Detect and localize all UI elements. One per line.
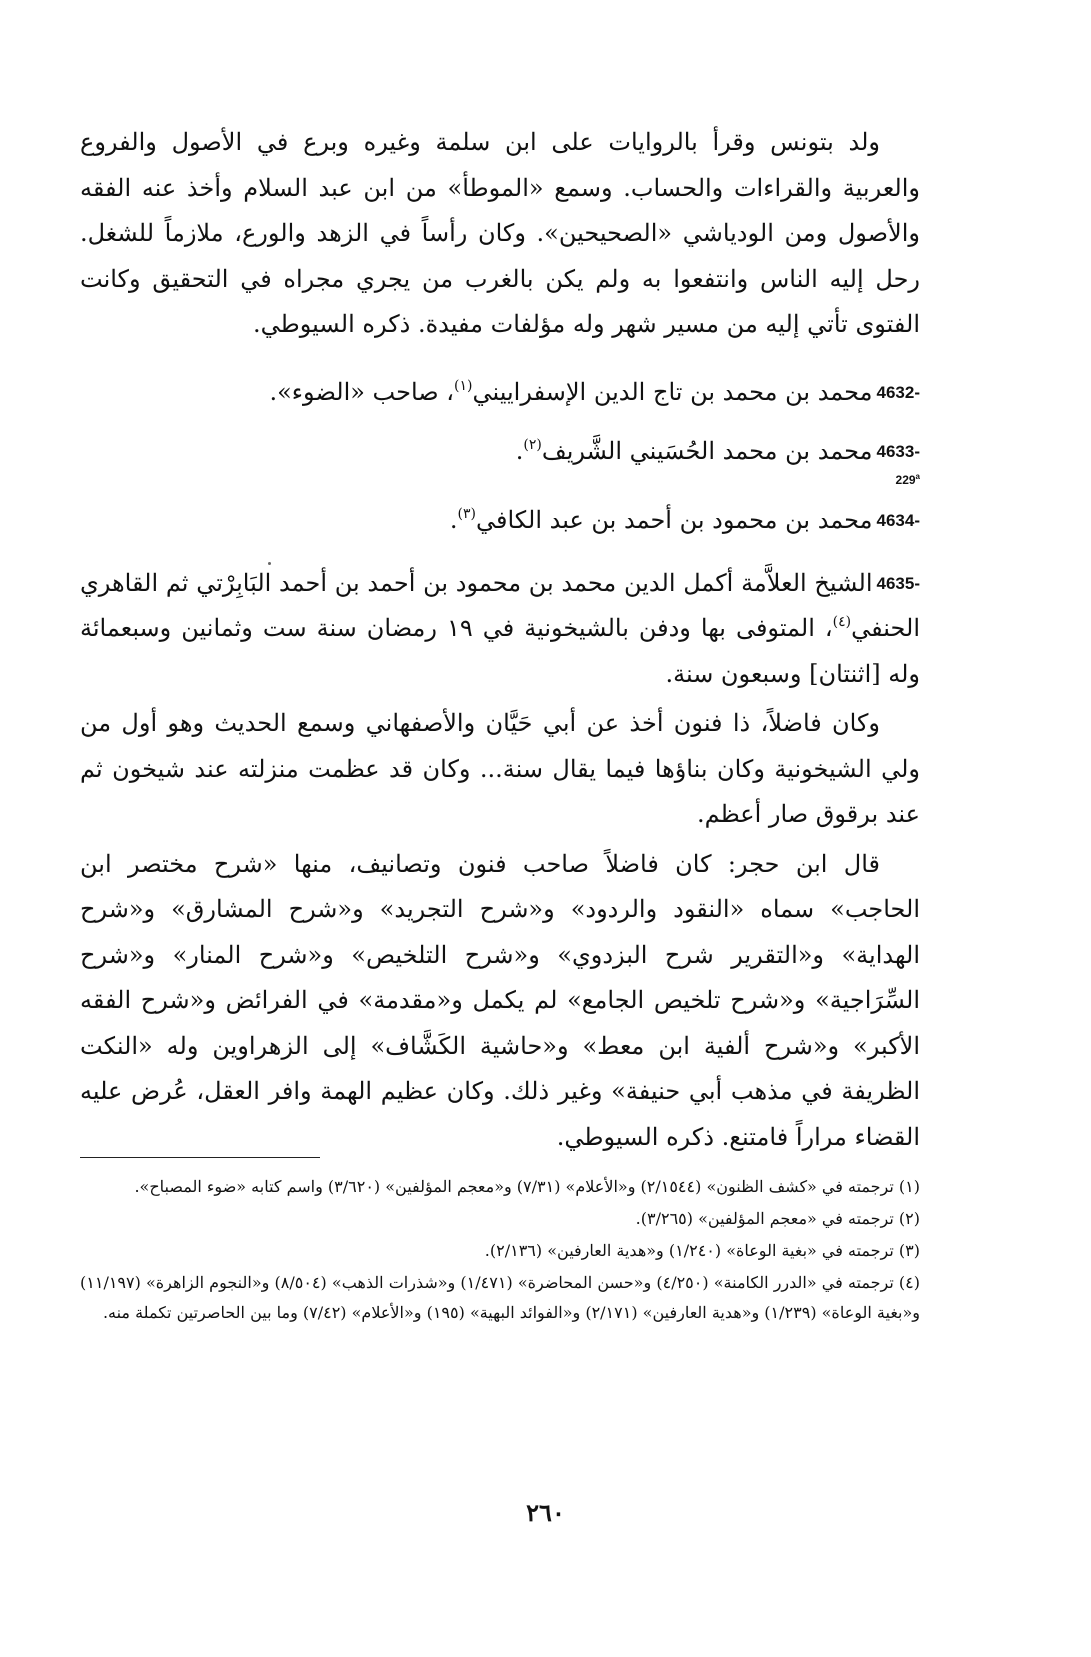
entry-number: 4634-: [876, 510, 920, 530]
entry-number: 4635-: [876, 573, 920, 593]
entry-text: محمد بن محمد بن تاج الدين الإسفراييني: [472, 377, 873, 406]
entry-tail: .: [449, 505, 458, 534]
entry-number: 4633-: [876, 441, 920, 461]
entry-4632: [80, 370, 920, 415]
entry-tail: ، صاحب «الضوء».: [269, 377, 455, 406]
entry-number: 4632-: [876, 382, 920, 402]
paragraph-2: وكان فاضلاً، ذا فنون أخذ عن أبي حَيَّان والأصفهاني وسمع الحديث وهو أول من ولي الشيخونية وكان بناؤها فيما يقال سنة... وكان قد عظمت منزلته عند شيخون ثم عند برقوق صار أعظم.: [80, 709, 920, 828]
footnote-ref: (٢): [523, 436, 542, 453]
main-text: [80, 120, 920, 1160]
entry-tail: .: [515, 436, 524, 465]
footnote: (٣) ترجمته في «بغية الوعاة» (١/٢٤٠) و«هدية العارفين» (٢/١٣٦).: [484, 1241, 920, 1260]
footnote-ref: (١): [454, 377, 473, 394]
entry-4635: [80, 561, 920, 698]
page-number: ٢٦٠: [526, 1498, 565, 1527]
footnote: (١) ترجمته في «كشف الظنون» (٢/١٥٤٤) و«الأعلام» (٧/٣١) و«معجم المؤلفين» (٣/٦٢٠) واسم كتابه «ضوء المصباح».: [134, 1177, 920, 1196]
footnote-separator: [80, 1157, 320, 1158]
intro-paragraph: ولد بتونس وقرأ بالروايات على ابن سلمة وغيره وبرع في الأصول والفروع والعربية والقراءات والحساب. وسمع «الموطأ» من ابن عبد السلام وأخذ عنه الفقه والأصول ومن الودياشي «الصحيحين». وكان رأساً في الزهد والورع، ملازماً للشغل. رحل إليه الناس وانتفعوا به ولم يكن بالغرب من يجري مجراه في التحقيق وكانت الفتوى تأتي إليه من مسير شهر وله مؤلفات مفيدة. ذكره السيوطي.: [80, 128, 920, 338]
manuscript-folio-marker: 229$^a$: [895, 471, 920, 487]
footnote-ref: (٣): [457, 505, 476, 522]
entry-4634: [80, 498, 920, 543]
entry-text: محمد بن محمود بن أحمد بن عبد الكافي: [475, 505, 873, 534]
entry-tail: ، المتوفى بها ودفن بالشيخونية في ١٩ رمضان سنة ست وثمانين وسبعمائة وله [اثنتان] وسبعون سنة.: [80, 614, 920, 688]
entry-text: الشيخ العلاَّمة أكمل الدين محمد بن محمود بن أحمد بن أحمد البَابِرْتي ثم القاهري الحنفي: [80, 568, 920, 642]
footnote: (٤) ترجمته في «الدرر الكامنة» (٤/٢٥٠) و«حسن المحاضرة» (١/٤٧١) و«شذرات الذهب» (٨/٥٠٤) و«النجوم الزاهرة» (١١/١٩٧) و«بغية الوعاة» (١/٢٣٩) و«هدية العارفين» (٢/١٧١) و«الفوائد البهية» (١٩٥) و«الأعلام» (٧/٤٢) وما بين الحاصرتين تكملة منه.: [80, 1273, 921, 1322]
footnote: (٢) ترجمته في «معجم المؤلفين» (٣/٢٦٥).: [635, 1209, 920, 1228]
speck: [268, 562, 271, 565]
footnote-ref: (٤): [832, 614, 852, 630]
entry-4633: [80, 429, 920, 474]
entry-text: محمد بن محمد الحُسَيني الشَّريف: [541, 436, 873, 465]
paragraph-3: قال ابن حجر: كان فاضلاً صاحب فنون وتصانيف، منها «شرح مختصر ابن الحاجب» سماه «النقود والردود» و«شرح التجريد» و«شرح المشارق» و«شرح الهداية» و«التقرير شرح البزدوي» و«شرح التلخيص» و«شرح المنار» و«شرح السِّرَاجية» و«شرح تلخيص الجامع» لم يكمل و«مقدمة» في الفرائض و«شرح الفقه الأكبر» و«شرح ألفية ابن معط» و«حاشية الكَشَّاف» إلى الزهراوين وله «النكت الظريفة في مذهب أبي حنيفة» وغير ذلك. وكان عظيم الهمة وافر العقل، عُرض عليه القضاء مراراً فامتنع. ذكره السيوطي.: [80, 849, 920, 1151]
footnotes: [80, 1172, 920, 1330]
